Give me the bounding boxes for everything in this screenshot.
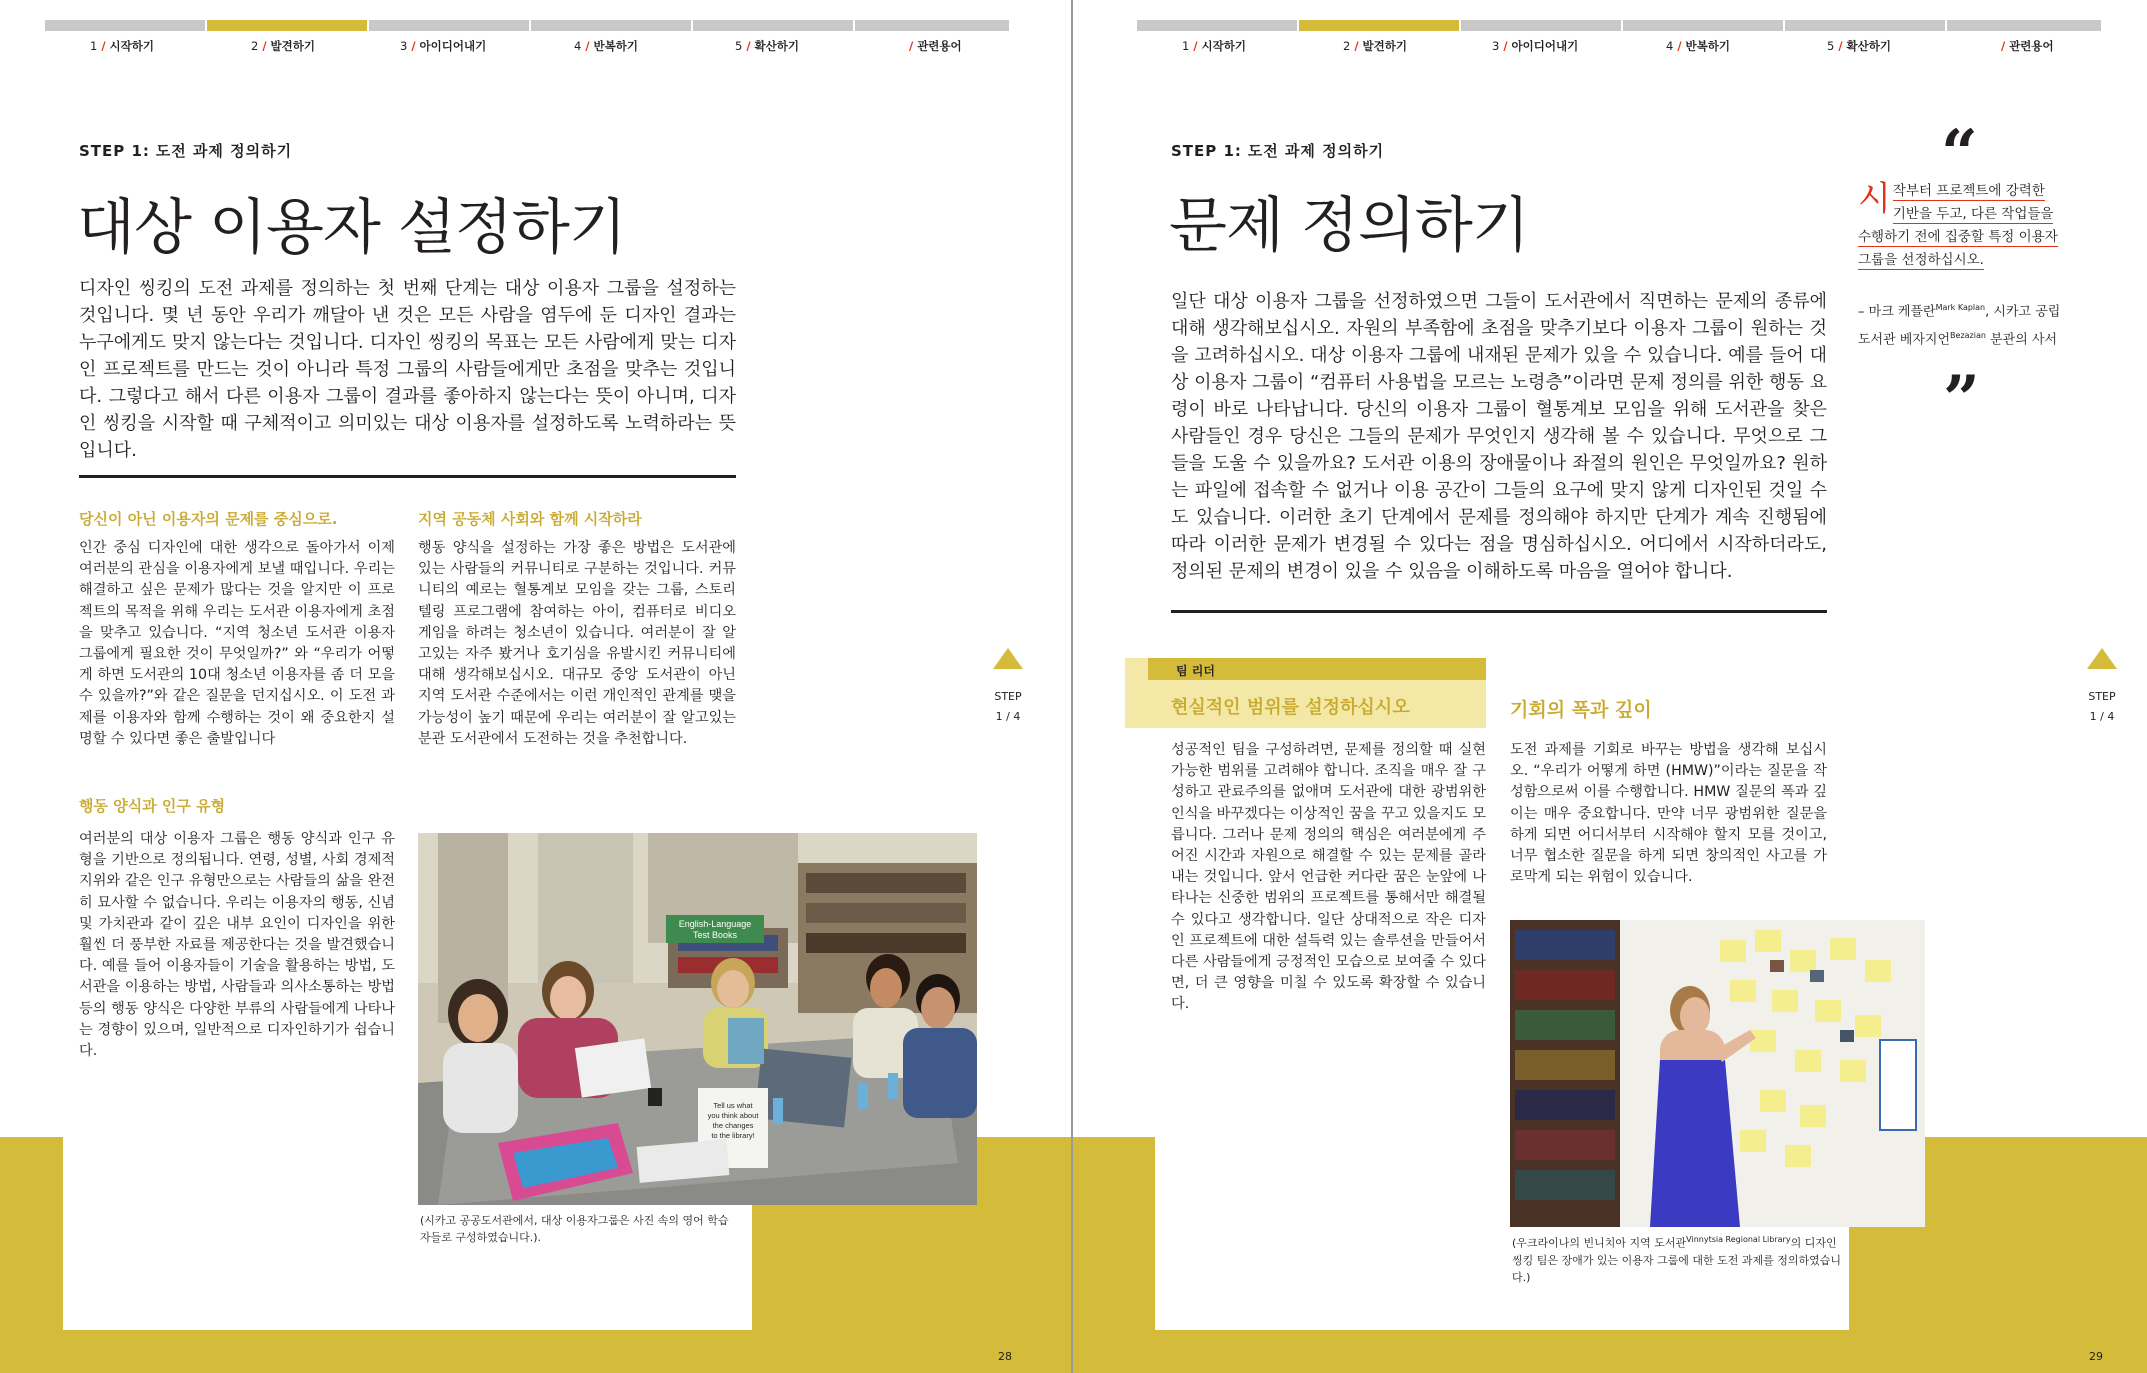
nav-bar-5b — [1785, 20, 1945, 31]
nav-tab-5[interactable]: 5 / 확산하기 — [735, 39, 799, 53]
nav-bar-2 — [207, 20, 367, 31]
left-col2-heading: 지역 공동체 사회와 함께 시작하라 — [418, 510, 642, 528]
right-divider — [1171, 610, 1827, 613]
left-col2-body: 행동 양식을 설정하는 가장 좋은 방법은 도서관에 있는 사람들의 커뮤니티로 구분하는 것입니다. 커뮤니티의 예로는 혈통계보 모임을 갖는 그룹, 스토리텔링 프로그램에 참여하는 아이, 컴퓨터로 비디오 게임을 하려는 청소년이 있습니다. 여러분이 잘 알고있는 자주 봤거나 호기심을 유발시킨 커뮤니티에 대해 생각해보십시오. 대규모 중앙 도서관이 아닌 지역 도서관 수준에서는 이런 개인적인 관계를 맺을 가능성이 높기 때문에 우리는 여러분이 잘 알고있는 분관 도서관에서 도전하는 것을 추천합니다. — [418, 540, 736, 747]
left-col1-heading: 당신이 아닌 이용자의 문제를 중심으로. — [79, 510, 338, 528]
nav-tab-glossary-b[interactable]: / 관련용어 — [2001, 39, 2054, 53]
pull-quote-line-4: 그룹을 선정하십시오. — [1858, 252, 1984, 268]
right-step-triangle-icon — [2087, 648, 2117, 669]
tip-body: 성공적인 팀을 구성하려면, 문제를 정의할 때 실현 가능한 범위를 고려해야 합니다. 조직을 매우 잘 구성하고 관료주의를 없애며 도서관에 대한 광범위한 인식을 바꾸겠다는 이상적인 꿈을 꾸고 있을지도 모릅니다. 그러나 문제 정의의 핵심은 여러분에게 주어진 시간과 자원으로 해결할 수 있는 문제를 골라내는 것입니다. 앞서 언급한 커다란 꿈은 눈앞에 나타나는 신중한 범위의 프로젝트를 통해서만 해결될 수 있다고 생각합니다. 일단 상대적으로 작은 디자인 프로젝트에 대한 설득력 있는 솔루션을 만들어서 다른 사람들에게 긍정적인 모습으로 보여줄 수 있다면, 더 큰 영향을 미칠 수 있도록 확장할 수 있습니다. — [1171, 742, 1486, 1013]
nav-bar-4 — [531, 20, 691, 31]
nav-bar-6 — [855, 20, 1009, 31]
nav-bar-1 — [45, 20, 205, 31]
nav-tab-3b[interactable]: 3 / 아이디어내기 — [1492, 39, 1579, 53]
left-page-title: 대상 이용자 설정하기 — [77, 193, 626, 263]
nav-bar-5 — [693, 20, 853, 31]
nav-tab-5b[interactable]: 5 / 확산하기 — [1827, 39, 1891, 53]
nav-bar-3 — [369, 20, 529, 31]
nav-tab-3[interactable]: 3 / 아이디어내기 — [400, 39, 487, 53]
sticky-notes-illustration — [1510, 920, 1925, 1227]
sticky-notes-photo — [1510, 920, 1925, 1227]
pull-quote-line-2: 기반을 두고, 다른 작업들을 — [1892, 206, 2054, 222]
left-photo-caption: (시카고 공공도서관에서, 대상 이용자그룹은 사진 속의 영어 학습자들로 구성하였습니다.). — [420, 1214, 729, 1244]
photo-sign-text: English-Language Test Books — [678, 919, 752, 940]
nav-tab-4[interactable]: 4 / 반복하기 — [574, 39, 638, 53]
nav-tab-glossary[interactable]: / 관련용어 — [909, 39, 962, 53]
nav-tab-2b[interactable]: 2 / 발견하기 — [1343, 39, 1407, 53]
library-meeting-photo — [418, 833, 977, 1205]
right-lead-paragraph: 일단 대상 이용자 그룹을 선정하였으면 그들이 도서관에서 직면하는 문제의 종류에 대해 생각해보십시오. 자원의 부족함에 초점을 맞추기보다 이용자 그룹이 원하는 것을 고려하십시오. 대상 이용자 그룹에 내재된 문제가 있을 수 있습니다. 예를 들어 대상 이용자 그룹이 “컴퓨터 사용법을 모르는 노령층”이라면 문제 정의를 위한 행동 요령이 바로 나타납니다. 당신의 이용자 그룹이 혈통계보 모임을 위해 도서관을 찾은 사람들인 경우 당신은 그들의 문제가 무엇인지 생각해 볼 수 있습니다. 무엇으로 그들을 도울 수 있을까요? 도서관 이용의 장애물이나 좌절의 원인은 무엇일까요? 원하는 파일에 접속할 수 없거나 이용 공간이 그들의 요구에 맞지 않게 디자인된 것일 수도 있습니다. 이러한 초기 단계에서 문제를 정의해야 하지만 단계가 계속 진행됨에 따라 이러한 문제가 변경될 수 있다는 점을 명심하십시오. 어디에서 시작하더라도, 정의된 문제의 변경이 있을 수 있음을 이해하도록 마음을 열어야 합니다. — [1171, 291, 1827, 582]
pull-quote — [1858, 180, 2073, 272]
right-step-count: 1 / 4 — [2089, 710, 2115, 723]
nav-tab-1b[interactable]: 1 / 시작하기 — [1182, 39, 1246, 53]
nav-bar-3b — [1461, 20, 1621, 31]
left-step-triangle-icon — [993, 648, 1023, 669]
quote-open-icon: “ — [1941, 116, 1978, 191]
left-step-label: STEP — [994, 690, 1022, 703]
right-col2-heading: 기회의 폭과 깊이 — [1510, 699, 1652, 721]
left-step-heading: STEP 1: 도전 과제 정의하기 — [79, 142, 293, 160]
left-col1-body: 인간 중심 디자인에 대한 생각으로 돌아가서 이제 여러분의 관심을 이용자에게 보낼 때입니다. 우리는 해결하고 싶은 문제가 많다는 것을 알지만 이 프로젝트의 목적을 위해 우리는 도서관 이용자에게 초점을 맞추고 있습니다. “지역 청소년 도서관 이용자 그룹에게 필요한 것이 무엇일까?” 와 “우리가 어떻게 하면 도서관의 10대 청소년 이용자를 좀 더 모을 수 있을까?”와 같은 질문을 던지십시오. 이 도전 과제를 이용자와 함께 수행하는 것이 왜 중요한지 설명할 수 있다면 좋은 출발입니다 — [79, 540, 395, 747]
pull-quote-initial: 시 — [1858, 179, 1891, 219]
left-lead-paragraph: 디자인 씽킹의 도전 과제를 정의하는 첫 번째 단계는 대상 이용자 그룹을 설정하는 것입니다. 몇 년 동안 우리가 깨달아 낸 것은 모든 사람을 염두에 둔 디자인 결과는 누구에게도 맞지 않는다는 것입니다. 디자인 씽킹의 목표는 모든 사람에게 맞는 디자인 프로젝트를 만드는 것이 아니라 특정 그룹의 사람들에게만 초점을 맞추는 것입니다. 그렇다고 해서 다른 이용자 그룹이 결과를 좋아하지 않는다는 뜻이 아니며, 디자인 씽킹을 시작할 때 구체적이고 의미있는 대상 이용자를 설정하도록 노력하라는 뜻입니다. — [79, 278, 736, 461]
nav-tab-4b[interactable]: 4 / 반복하기 — [1666, 39, 1730, 53]
left-col3-heading: 행동 양식과 인구 유형 — [79, 797, 226, 815]
nav-bar-6b — [1947, 20, 2101, 31]
left-divider — [79, 475, 736, 478]
pull-quote-line-1: 작부터 프로젝트에 강력한 — [1892, 183, 2045, 199]
library-meeting-illustration — [418, 833, 977, 1205]
left-col3-body: 여러분의 대상 이용자 그룹은 행동 양식과 인구 유형을 기반으로 정의됩니다. 연령, 성별, 사회 경제적 지위와 같은 인구 유형만으로는 사람들의 삶을 완전히 묘사할 수 없습니다. 우리는 이용자의 행동, 신념 및 가치관과 같이 깊은 내부 요인이 디자인을 위한 훨씬 더 풍부한 자료를 제공한다는 것을 발견했습니다. 예를 들어 이용자들이 기술을 활용하는 방법, 도서관을 이용하는 방법, 사람들과 의사소통하는 방법 등의 행동 양식은 다양한 부류의 사람들에게 나타나는 경향이 있으며, 일반적으로 디자인하기가 쉽습니다. — [79, 831, 395, 1060]
pull-quote-attribution: – 마크 케플란$^{Mark Kaplan}$, 시카고 공립 도서관 베자지언$^{Bezazian}$ 분관의 사서 — [1858, 303, 2061, 348]
right-step-heading: STEP 1: 도전 과제 정의하기 — [1171, 142, 1385, 160]
nav-bar-4b — [1623, 20, 1783, 31]
nav-bar-2b — [1299, 20, 1459, 31]
tip-tab-label: 팀 리더 — [1176, 664, 1215, 678]
right-photo-caption: (우크라이나의 빈니치아 지역 도서관$^{Vinnytsia Regional Library}$의 디자인 씽킹 팀은 장애가 있는 이용자 그룹에 대한 도전 과제를 정의하였습니다.) — [1512, 1235, 1841, 1284]
left-page-number: 28 — [998, 1350, 1012, 1363]
left-step-count: 1 / 4 — [995, 710, 1021, 723]
right-page-title: 문제 정의하기 — [1169, 191, 1529, 261]
nav-tab-2[interactable]: 2 / 발견하기 — [251, 39, 315, 53]
pull-quote-line-3: 수행하기 전에 집중할 특정 이용자 — [1858, 229, 2058, 245]
nav-bar-1b — [1137, 20, 1297, 31]
photo-tent-text: Tell us what you think about the changes to the library! — [707, 1101, 759, 1140]
right-col2-body: 도전 과제를 기회로 바꾸는 방법을 생각해 보십시오. “우리가 어떻게 하면 (HMW)”이라는 질문을 작성함으로써 이를 수행합니다. HMW 질문의 폭과 깊이는 매우 중요합니다. 만약 너무 광범위한 질문을 하게 되면 어디서부터 시작해야 할지 모를 것이고, 너무 협소한 질문을 하게 되면 창의적인 사고를 가로막게 되는 위험이 있습니다. — [1510, 742, 1827, 886]
right-step-label: STEP — [2088, 690, 2116, 703]
nav-tab-1[interactable]: 1 / 시작하기 — [90, 39, 154, 53]
right-page-number: 29 — [2089, 1350, 2103, 1363]
quote-close-icon: ” — [1943, 362, 1980, 437]
tip-heading: 현실적인 범위를 설정하십시오 — [1171, 697, 1410, 718]
